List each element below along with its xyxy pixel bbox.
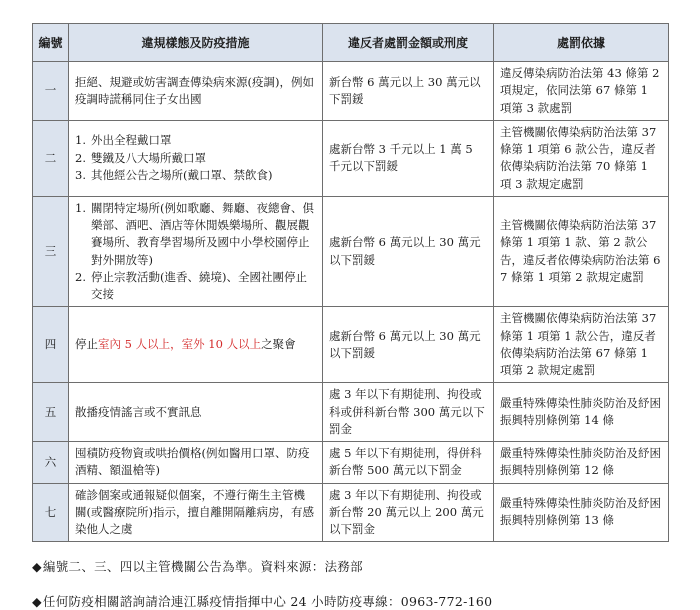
list-text: 雙鐵及八大場所戴口罩	[91, 150, 206, 165]
table-header	[33, 24, 669, 62]
table-row	[33, 307, 669, 383]
table-body	[33, 62, 669, 542]
violation-text: 之聚會	[261, 337, 296, 352]
row-number-cell: 三	[33, 196, 69, 307]
basis-cell: 嚴重特殊傳染性肺炎防治及紓困振興特別條例第 13 條	[494, 483, 669, 542]
violation-list-item	[75, 150, 316, 167]
footnotes	[32, 557, 700, 610]
penalty-cell: 新台幣 6 萬元以上 30 萬元以下罰鍰	[323, 62, 494, 121]
row-number-cell: 四	[33, 307, 69, 383]
header-penalty: 違反者處罰金額或刑度	[323, 24, 494, 62]
violation-cell	[69, 307, 323, 383]
violation-text-highlight: 室內 5 人以上，室外 10 人以上	[98, 337, 262, 352]
list-number: 1.	[75, 200, 86, 215]
basis-cell: 違反傳染病防治法第 43 條第 2 項規定，依同法第 67 條第 1 項第 3 款處罰	[494, 62, 669, 121]
list-text: 停止宗教活動(進香、繞境)、全國社團停止交接	[91, 269, 307, 301]
list-number: 1.	[75, 133, 86, 148]
penalty-cell: 處 3 年以下有期徒刑、拘役或新台幣 20 萬元以上 200 萬元以下罰金	[323, 483, 494, 542]
penalty-cell: 處新台幣 6 萬元以上 30 萬元以下罰鍰	[323, 196, 494, 307]
diamond-icon: ◆	[32, 594, 42, 610]
violation-cell	[69, 196, 323, 307]
table-row	[33, 196, 669, 307]
list-text: 關閉特定場所(例如歌廳、舞廳、夜總會、俱樂部、酒吧、酒店等休閒娛樂場所、觀展觀賽場所、教育學習場所及國中小學校園停止對外開放等)	[91, 200, 314, 267]
penalty-cell: 處 3 年以下有期徒刑、拘役或科或併科新台幣 300 萬元以下罰金	[323, 383, 494, 442]
list-number: 2.	[75, 150, 86, 165]
row-number-cell: 五	[33, 383, 69, 442]
table-row	[33, 483, 669, 542]
violation-list-item	[75, 132, 316, 149]
basis-cell: 主管機關依傳染病防治法第 37 條第 1 項第 1 款公告，違反者依傳染病防治法第 67 條第 1 項第 2 款規定處罰	[494, 307, 669, 383]
row-number-cell: 一	[33, 62, 69, 121]
list-number: 3.	[75, 167, 86, 182]
table-row	[33, 383, 669, 442]
table-row	[33, 62, 669, 121]
table-row	[33, 120, 669, 196]
basis-cell: 主管機關依傳染病防治法第 37 條第 1 項第 1 款、第 2 款公告，違反者依傳染病防治法第 67 條第 1 項第 2 款規定處罰	[494, 196, 669, 307]
row-number-cell: 二	[33, 120, 69, 196]
violation-cell: 散播疫情謠言或不實訊息	[69, 383, 323, 442]
header-basis: 處罰依據	[494, 24, 669, 62]
table-header-row	[33, 24, 669, 62]
violation-cell: 拒絕、規避或妨害調查傳染病來源(疫調)，例如疫調時謊稱同住子女出國	[69, 62, 323, 121]
basis-cell: 主管機關依傳染病防治法第 37 條第 1 項第 6 款公告，違反者依傳染病防治法第 70 條第 1 項 3 款規定處罰	[494, 120, 669, 196]
penalty-cell: 處新台幣 3 千元以上 1 萬 5 千元以下罰鍰	[323, 120, 494, 196]
row-number-cell: 七	[33, 483, 69, 542]
row-number-cell: 六	[33, 442, 69, 484]
header-number: 編號	[33, 24, 69, 62]
diamond-icon: ◆	[32, 559, 42, 575]
violation-text: 停止	[75, 337, 98, 352]
violation-list-item	[75, 167, 316, 184]
penalty-table	[32, 23, 669, 542]
note-source-text: 編號二、三、四以主管機關公告為準。資料來源：法務部	[42, 559, 363, 575]
penalty-cell: 處新台幣 6 萬元以上 30 萬元以下罰鍰	[323, 307, 494, 383]
header-violation: 違規樣態及防疫措施	[69, 24, 323, 62]
list-text: 外出全程戴口罩	[91, 133, 172, 148]
note-source	[32, 557, 700, 575]
basis-cell: 嚴重特殊傳染性肺炎防治及紓困振興特別條例第 12 條	[494, 442, 669, 484]
list-text: 其他經公告之場所(戴口罩、禁飲食)	[91, 167, 273, 182]
violation-cell	[69, 120, 323, 196]
violation-cell: 確診個案或通報疑似個案，不遵行衛生主管機關(或醫療院所)指示，擅自離開隔離病房，有感染他人之虞	[69, 483, 323, 542]
violation-cell: 囤積防疫物資或哄抬價格(例如醫用口罩、防疫酒精、額溫槍等)	[69, 442, 323, 484]
note-hotline-text: 任何防疫相關諮詢請洽連江縣疫情指揮中心 24 小時防疫專線：0963-772-160	[42, 594, 493, 610]
note-hotline	[32, 592, 700, 610]
violation-list-item	[75, 269, 316, 304]
basis-cell: 嚴重特殊傳染性肺炎防治及紓困振興特別條例第 14 條	[494, 383, 669, 442]
table-row	[33, 442, 669, 484]
penalty-cell: 處 5 年以下有期徒刑，得併科新台幣 500 萬元以下罰金	[323, 442, 494, 484]
violation-list-item	[75, 200, 316, 269]
list-number: 2.	[75, 269, 86, 284]
